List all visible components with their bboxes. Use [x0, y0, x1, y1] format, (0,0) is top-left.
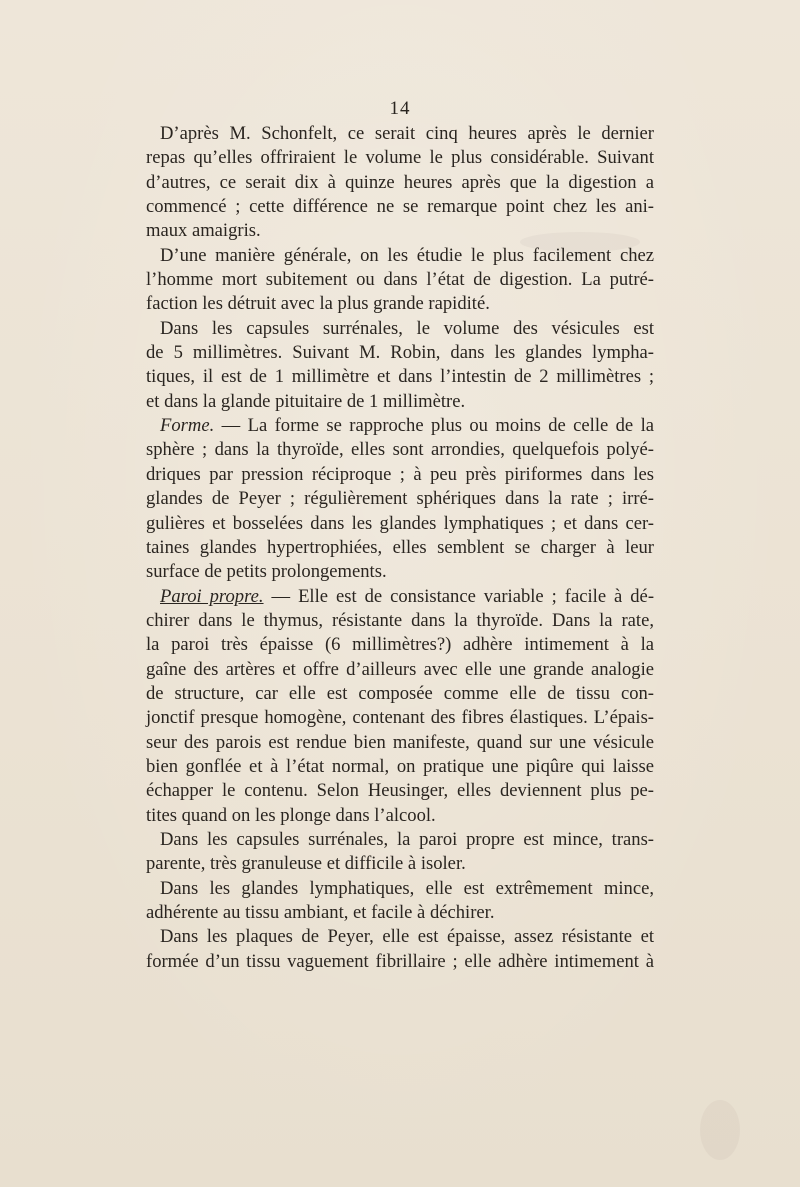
text-line: Dans les capsules surrénales, la paroi propre est mince, trans- [160, 828, 654, 850]
text-line: taines glandes hypertrophiées, elles semblent se charger à leur [146, 536, 654, 558]
body-text [146, 122, 655, 974]
text-line: et dans la glande pituitaire de 1 millimètre. [146, 390, 466, 412]
text-line: jonctif presque homogène, contenant des fibres élastiques. L’épais- [146, 707, 654, 729]
text-line: adhérente au tissu ambiant, et facile à déchirer. [146, 902, 495, 923]
page-number: 14 [389, 98, 411, 119]
text-line: faction les détruit avec la plus grande rapidité. [146, 293, 490, 315]
text-line: Dans les plaques de Peyer, elle est épaisse, assez résistante et [160, 926, 654, 948]
text-line: tiques, il est de 1 millimètre et dans l’intestin de 2 millimètres ; [146, 366, 654, 388]
text-line: seur des parois est rendue bien manifeste, quand sur une vésicule [146, 731, 654, 753]
text-line: D’une manière générale, on les étudie le plus facilement chez [160, 244, 654, 266]
text-line: driques par pression réciproque ; à peu près piriformes dans les [146, 463, 654, 485]
text-line: glandes de Peyer ; régulièrement sphériques dans la rate ; irré- [146, 488, 654, 510]
section-heading-paroi-propre: Paroi propre. [160, 585, 264, 607]
text-line: l’homme mort subitement ou dans l’état de digestion. La putré- [146, 269, 654, 291]
text-line-annotated: la paroi très épaisse (6 millimètres?) adhère intimement à la [146, 634, 654, 656]
text-line: Dans les glandes lymphatiques, elle est extrêmement mince, [160, 877, 654, 899]
text-line: gulières et bosselées dans les glandes lymphatiques ; et dans cer- [146, 512, 654, 534]
text-line: sphère ; dans la thyroïde, elles sont arrondies, quelquefois polyé- [146, 439, 654, 461]
text-line-continuation: — La forme se rapproche plus ou moins de celle de la [214, 415, 654, 437]
section-heading-forme: Forme. [160, 415, 215, 437]
text-line: maux amaigris. [146, 220, 261, 242]
text-line: de 5 millimètres. Suivant M. Robin, dans les glandes lympha- [146, 342, 654, 364]
text-line: surface de petits prolongements. [146, 561, 387, 583]
text-line: formée d’un tissu vaguement fibrillaire ; elle adhère intimement à [146, 950, 654, 972]
text-line: Dans les capsules surrénales, le volume des vésicules est [160, 317, 654, 339]
text-line: D’après M. Schonfelt, ce serait cinq heures après le dernier [160, 123, 654, 144]
text-line: gaîne des artères et offre d’ailleurs avec elle une grande analogie [146, 658, 654, 680]
text-line: de structure, car elle est composée comme elle de tissu con- [146, 682, 654, 704]
text-line: tites quand on les plonge dans l’alcool. [146, 804, 436, 826]
text-line: chirer dans le thymus, résistante dans la thyroïde. Dans la rate, [146, 609, 654, 631]
text-line: commencé ; cette différence ne se remarque point chez les ani- [146, 196, 654, 218]
text-line: repas qu’elles offriraient le volume le plus considérable. Suivant [146, 147, 654, 169]
paper-stain [700, 1100, 740, 1160]
text-line: parente, très granuleuse et difficile à isoler. [146, 853, 466, 875]
text-line: d’autres, ce serait dix à quinze heures après que la digestion a [146, 171, 654, 193]
text-line-continuation: — Elle est de consistance variable ; facile à dé- [263, 585, 655, 607]
text-line [160, 585, 654, 609]
text-line: bien gonflée et à l’état normal, on pratique une piqûre qui laisse [146, 755, 654, 777]
text-line [160, 414, 654, 438]
text-line: échapper le contenu. Selon Heusinger, elles deviennent plus pe- [146, 780, 654, 802]
